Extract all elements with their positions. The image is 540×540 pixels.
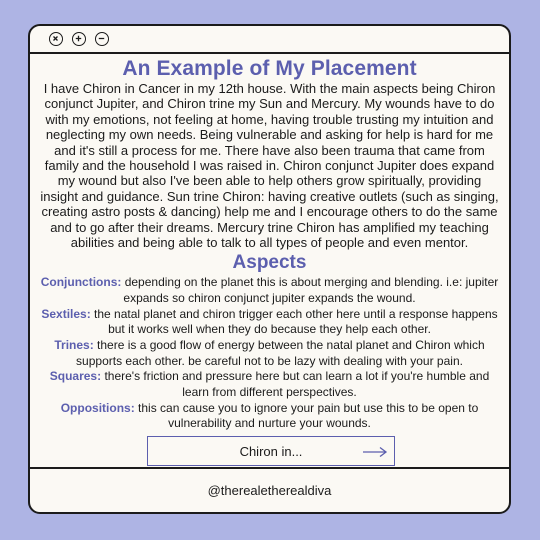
aspect-text: there is a good flow of energy between the natal planet and Chiron which supports each other. be careful not to be lazy with dealing with your pain. <box>76 338 485 368</box>
aspect-text: the natal planet and chiron trigger each other here until a response happens but it works well when they do because they help each other. <box>90 306 498 337</box>
arrow-right-icon <box>362 445 388 463</box>
close-icon[interactable] <box>49 32 63 46</box>
aspect-conjunctions <box>38 275 501 306</box>
aspect-oppositions <box>38 401 501 432</box>
aspect-text: depending on the planet this is about merging and blending. i.e: jupiter expands so chiron conjunct jupiter expands the wound. <box>121 275 499 305</box>
aspects-heading: Aspects <box>232 252 307 274</box>
aspects-list <box>38 275 501 431</box>
footer <box>30 467 509 512</box>
window <box>28 24 511 514</box>
aspect-term: Conjunctions: <box>40 275 122 290</box>
window-titlebar <box>30 26 509 54</box>
plus-icon[interactable] <box>72 32 86 46</box>
post-content <box>30 54 509 471</box>
aspect-text: there's friction and pressure here but can learn a lot if you're humble and learn from different perspectives. <box>101 369 490 399</box>
aspect-trines <box>38 338 501 369</box>
minus-icon[interactable] <box>95 32 109 46</box>
page-title: An Example of My Placement <box>122 57 417 80</box>
chiron-in-button[interactable] <box>147 436 395 466</box>
author-handle[interactable]: @therealetherealdiva <box>207 483 332 498</box>
aspect-term: Sextiles: <box>41 306 91 321</box>
aspect-term: Trines: <box>54 338 94 353</box>
placement-paragraph: I have Chiron in Cancer in my 12th house. With the main aspects being Chiron conjunct Jupiter, and Chiron trine my Sun and Mercury. My wounds have to do with my emotions, not feeling at home, having trouble trusting my intuition and neglecting my own needs. Being vulnerable and asking for help is hard for me and it's still a process for me. There have also been trauma that came from family and the household I was raised in. Chiron conjunct Jupiter does expand my wound but also I've been able to help others grow spiritually, providing insight and guidance. Sun trine Chiron: having creative outlets (such as singing, creating astro posts & dancing) help me and I encourage others to do the same and to go after their dreams. Mercury trine Chiron has amplified my teaching abilities and being able to talk to all types of people and even mentor. <box>40 81 499 251</box>
chiron-in-label: Chiron in... <box>239 444 303 459</box>
aspect-term: Squares: <box>49 369 102 384</box>
aspect-text: this can cause you to ignore your pain but use this to be open to vulnerability and nurture your wounds. <box>134 400 479 431</box>
aspect-squares <box>38 369 501 400</box>
aspect-term: Oppositions: <box>60 400 135 415</box>
aspect-sextiles <box>38 307 501 338</box>
